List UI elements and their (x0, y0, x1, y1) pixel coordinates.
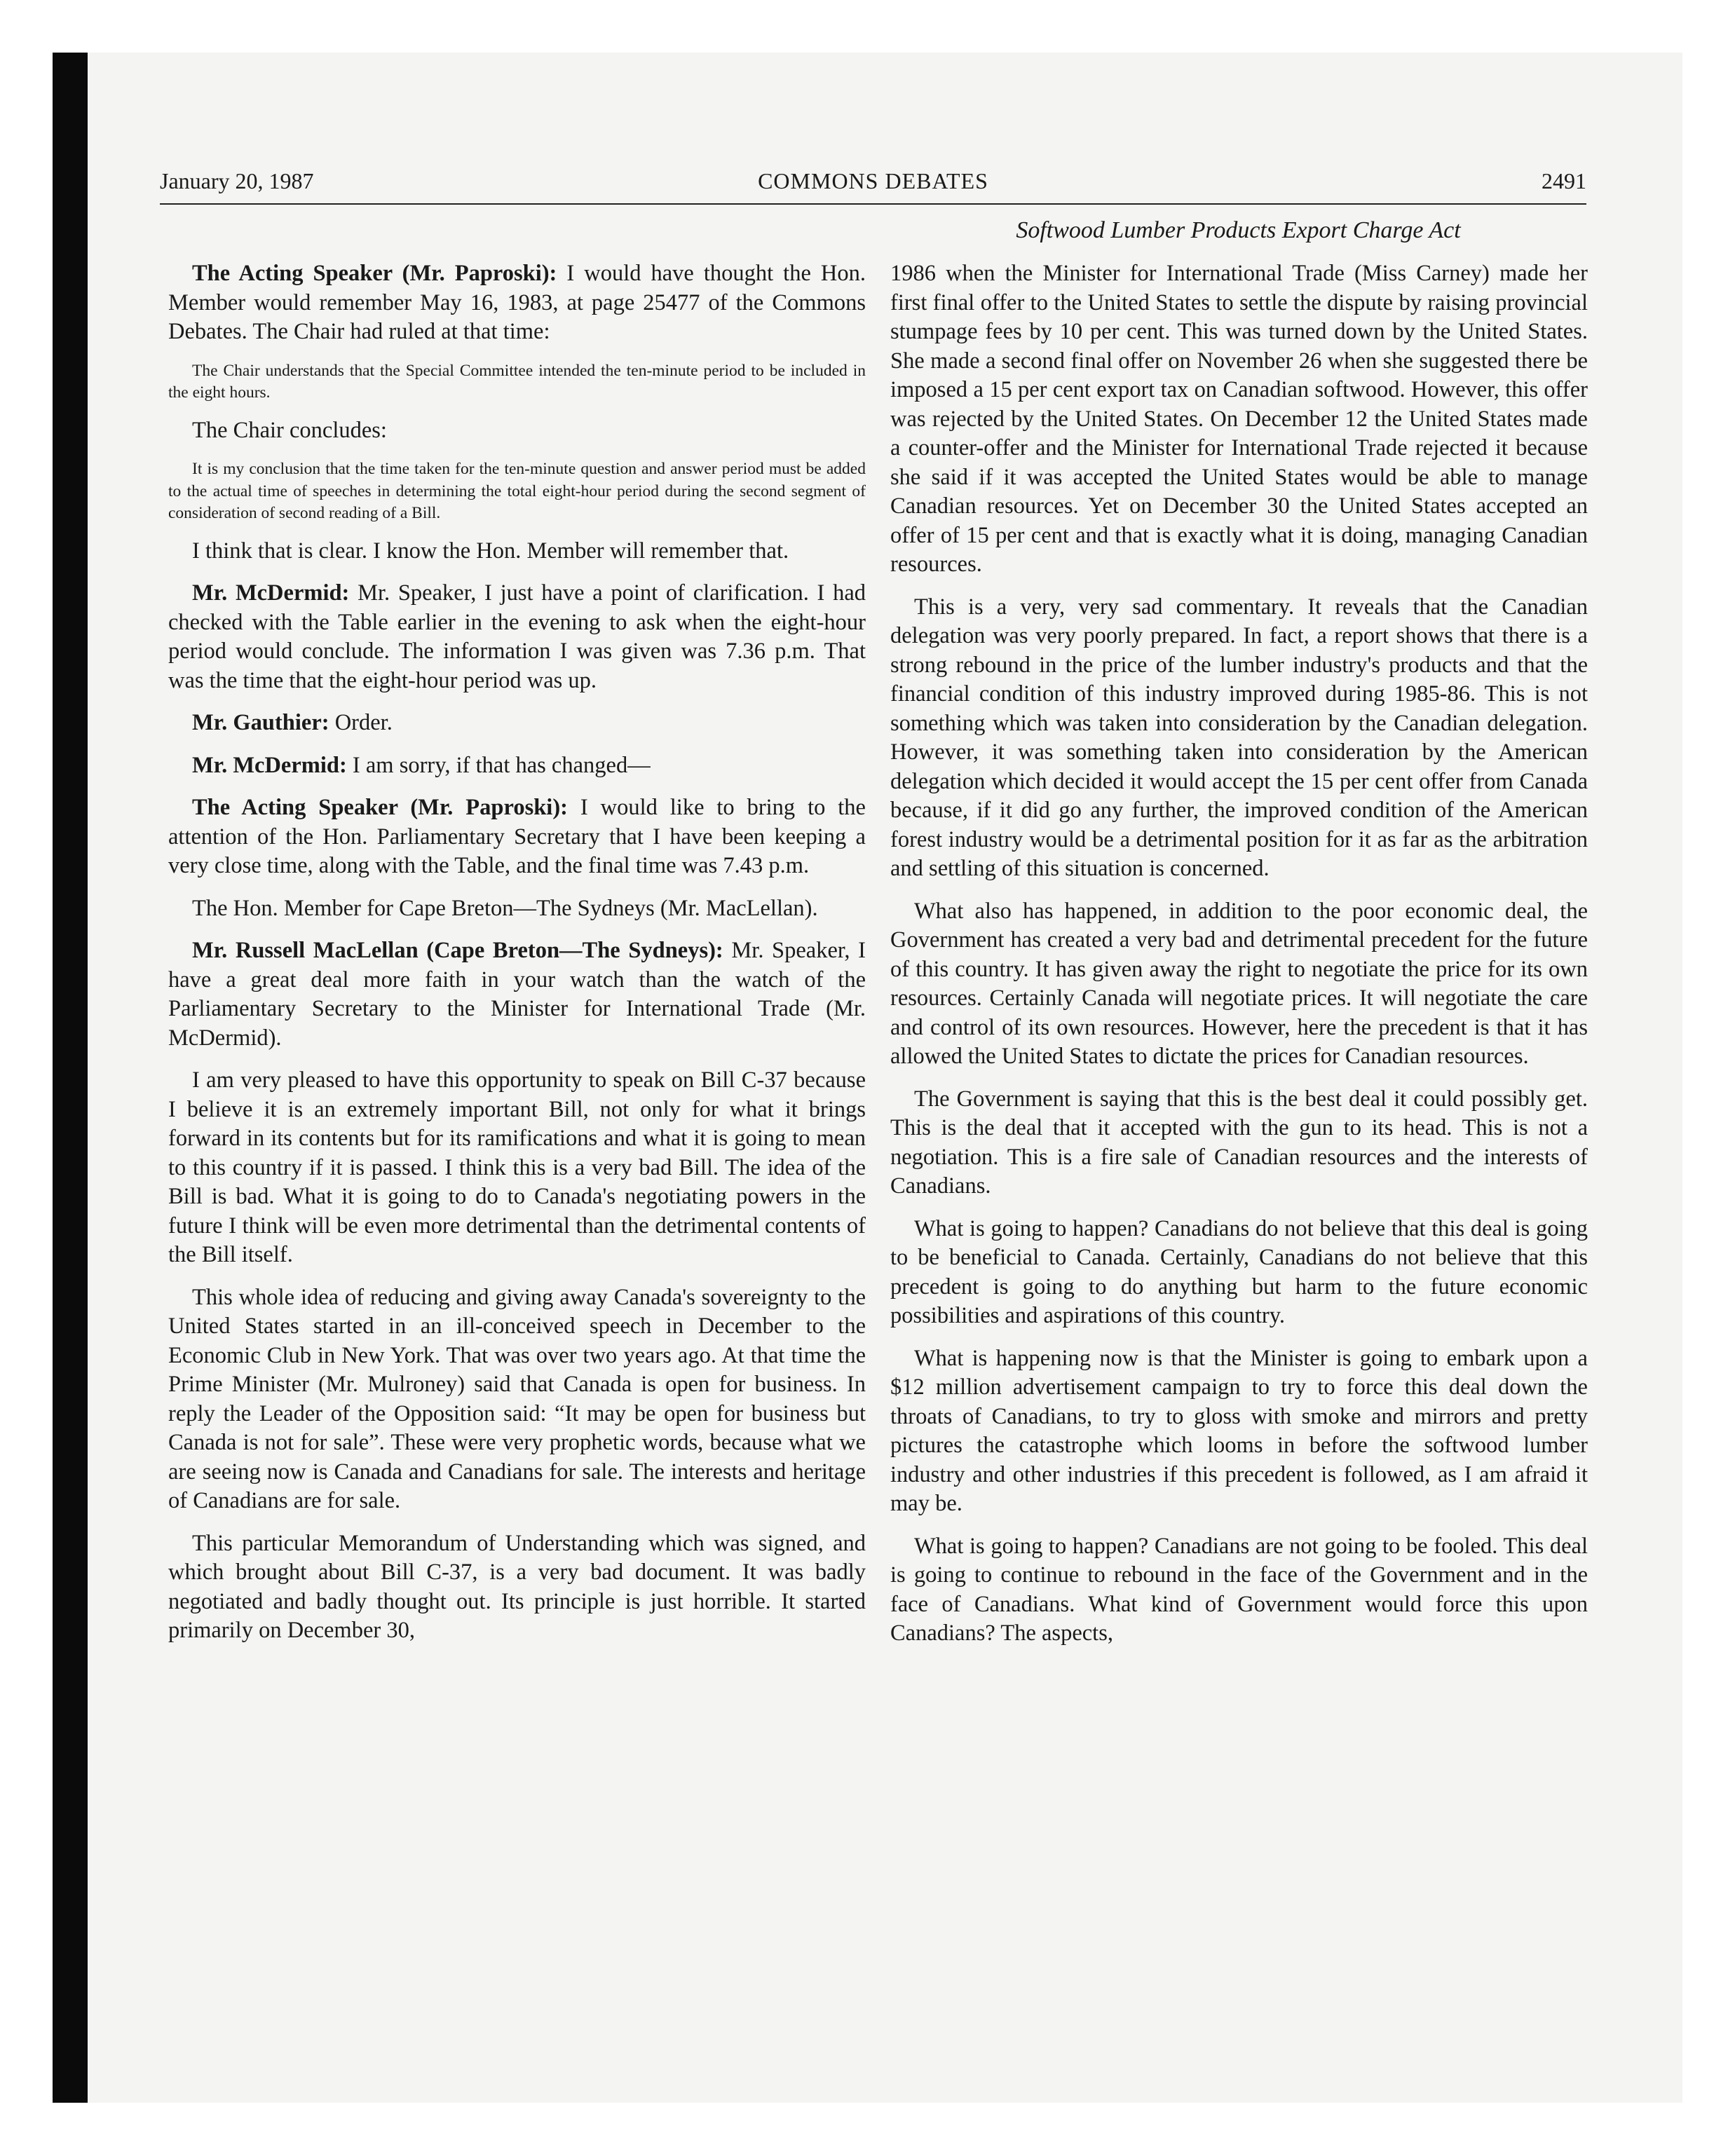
speaker-name: Mr. Russell MacLellan (Cape Breton—The Sydneys): (192, 938, 723, 963)
header-rule (160, 203, 1586, 205)
paragraph (168, 579, 866, 695)
paragraph: The Hon. Member for Cape Breton—The Sydneys (Mr. MacLellan). (192, 895, 818, 921)
paragraph: What also has happened, in addition to the poor economic deal, the Government has created a very bad and detrimental precedent for the future of this country. It has given away the right to negotiate the price for its own resources. Certainly Canada will negotiate prices. It will negotiate the care and control of its own resources. However, here the precedent is that it has allowed the United States to dictate the prices for Canadian resources. (890, 898, 1588, 1069)
paragraph (168, 936, 866, 1053)
speaker-name: The Acting Speaker (Mr. Paproski): (192, 261, 557, 286)
paragraph: This particular Memorandum of Understanding which was signed, and which brought about Bill C-37, is a very bad document. It was badly negotiated and badly thought out. Its principle is just horrible. It started primarily on December 30, (168, 1530, 866, 1643)
paragraph (168, 259, 866, 347)
right-column (890, 259, 1588, 1662)
speaker-name: Mr. Gauthier: (192, 710, 329, 735)
left-column (168, 259, 866, 1659)
paragraph: The Chair concludes: (192, 417, 387, 443)
speech-text: Mr. Speaker, I have a great deal more faith in your watch than the watch of the Parliamentary Secretary to the Minister for International Trade (Mr. McDermid). (168, 938, 866, 1051)
speech-text: I would like to bring to the attention of the Hon. Parliamentary Secretary that I have been keeping a very close time, along with the Table, and the final time was 7.43 p.m. (168, 795, 866, 878)
paragraph: I think that is clear. I know the Hon. Member will remember that. (192, 538, 789, 564)
speech-text: I am sorry, if that has changed— (346, 752, 651, 778)
page-header (160, 168, 1586, 205)
paragraph: What is happening now is that the Minister is going to embark upon a $12 million advertisement campaign to try to force this deal down the throats of Canadians, to try to gloss with smoke and mirrors and pretty pictures the catastrophe which looms in before the softwood lumber industry and other industries if this precedent is followed, as I am afraid it may be. (890, 1345, 1588, 1516)
speaker-name: Mr. McDermid: (192, 580, 350, 606)
section-subheading: Softwood Lumber Products Export Charge Act (1016, 217, 1461, 243)
paragraph: I am very pleased to have this opportunity to speak on Bill C-37 because I believe it is an extremely important Bill, not only for what it brings forward in its contents but for its ramifications and what it is going to mean to this country if it is passed. I think this is a very bad Bill. The idea of the Bill is bad. What it is going to do to Canada's negotiating powers in the future I think will be even more detrimental than the detrimental contents of the Bill itself. (168, 1067, 866, 1267)
quotation: It is my conclusion that the time taken for the ten-minute question and answer period must be added to the actual time of speeches in determining the total eight-hour period during the second segment of consideration of second reading of a Bill. (168, 460, 866, 522)
quotation: The Chair understands that the Special Committee intended the ten-minute period to be included in the eight hours. (168, 361, 866, 402)
paragraph: This whole idea of reducing and giving away Canada's sovereignty to the United States started in an ill-conceived speech in December to the Economic Club in New York. That was over two years ago. At that time the Prime Minister (Mr. Mulroney) said that Canada is open for business. In reply the Leader of the Opposition said: “It may be open for business but Canada is not for sale”. These were very prophetic words, because what we are seeing now is Canada and Canadians for sale. The interests and heritage of Canadians are for sale. (168, 1284, 866, 1513)
paragraph: The Government is saying that this is the best deal it could possibly get. This is the deal that it accepted with the gun to its head. This is not a negotiation. This is a fire sale of Canadian resources and the interests of Canadians. (890, 1086, 1588, 1199)
paragraph (168, 793, 866, 881)
speaker-name: Mr. McDermid: (192, 752, 347, 778)
paragraph (168, 751, 866, 781)
paragraph: What is going to happen? Canadians do not believe that this deal is going to be beneficial to Canada. Certainly, Canadians do not believe that this precedent is going to do anything but harm to the future economic possibilities and aspirations of this country. (890, 1215, 1588, 1328)
paragraph: 1986 when the Minister for International Trade (Miss Carney) made her first final offer to the United States to settle the dispute by raising provincial stumpage fees by 10 per cent. This was turned down by the United States. She made a second final offer on November 26 when she suggested there be imposed a 15 per cent export tax on Canadian softwood. However, this offer was rejected by the United States. On December 12 the United States made a counter-offer and the Minister for International Trade rejected it because she said if it was accepted the United States would be able to manage Canadian resources. Yet on December 30 the United States accepted an offer of 15 per cent and that is exactly what it is doing, managing Canadian resources. (890, 261, 1588, 577)
paragraph: This is a very, very sad commentary. It reveals that the Canadian delegation was very poorly prepared. In fact, a report shows that there is a strong rebound in the price of the lumber industry's products and that the financial condition of this industry improved during 1985-86. This is not something which was taken into consideration by the Canadian delegation. However, it was something taken into consideration by the American delegation which decided it would accept the 15 per cent offer from Canada because, if it did go any further, the improved condition of the American forest industry would be a detrimental position for it as far as the arbitration and settling of this situation is concerned. (890, 594, 1588, 881)
paragraph: What is going to happen? Canadians are not going to be fooled. This deal is going to continue to rebound in the face of the Government and in the face of Canadians. What kind of Government would force this upon Canadians? The aspects, (890, 1533, 1588, 1646)
speech-text: I would have thought the Hon. Member would remember May 16, 1983, at page 25477 of the Commons Debates. The Chair had ruled at that time: (168, 261, 866, 344)
header-publication: COMMONS DEBATES (758, 168, 988, 193)
paragraph (168, 709, 866, 738)
speaker-name: The Acting Speaker (Mr. Paproski): (192, 795, 568, 820)
header-date: January 20, 1987 (160, 168, 314, 193)
speech-text: Mr. Speaker, I just have a point of clarification. I had checked with the Table earlier in the evening to ask when the eight-hour period would conclude. The information I was given was 7.36 p.m. That was the time that the eight-hour period was up. (168, 580, 866, 693)
header-page-number: 2491 (1542, 168, 1586, 193)
scan-edge-border (53, 53, 88, 2103)
speech-text: Order. (329, 710, 393, 735)
